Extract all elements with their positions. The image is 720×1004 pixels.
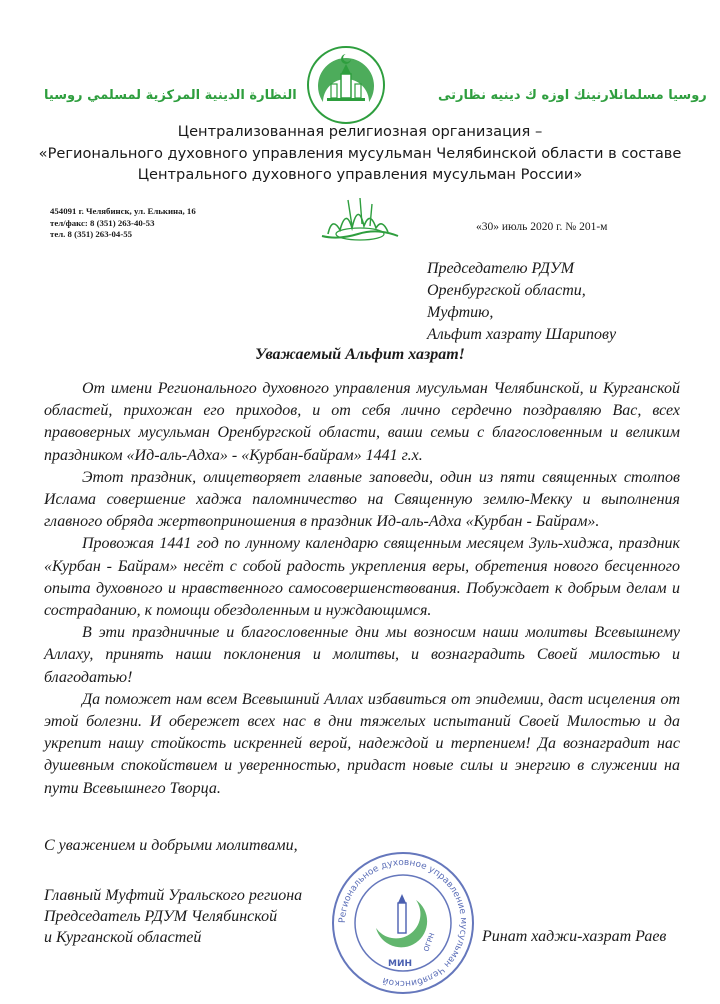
signer-title-line-1: Главный Муфтий Уральского региона (44, 887, 303, 904)
body-paragraph: Да поможет нам всем Всевышний Аллах избавиться от эпидемии, даст исцеления от этой болезни. И обережет всех нас в дни тяжелых испытаний Своей Милостью и да укрепит нашу стойкость искренней верой, надеждой и терпением! Да вознаградит нас душевным спокойствием и уверенностью, придаст новые силы и энергию в служении на пути Всевышнего Творца. (44, 690, 680, 797)
stamp-inner-text: МИН (388, 959, 413, 969)
org-title-line-1: Централизованная религиозная организация – (177, 123, 543, 140)
official-stamp-icon (328, 848, 478, 998)
phone-line: тел. 8 (351) 263-04-55 (50, 229, 133, 239)
org-title-line-2: «Регионального духовного управления мусульман Челябинской области в составе (38, 145, 682, 162)
signer-title-line-2: Председатель РДУМ Челябинской (44, 908, 278, 925)
body-paragraph: Провожая 1441 год по лунному календарю священным месяцем Зуль-хиджа, праздник «Курбан - Байрам» несёт с собой радость укрепления веры, обретения нового бесценного опыта духовного и нравственного самосовершенствования. Побуждает к добрым делам и состраданию, к помощи обездоленным и нуждающимся. (44, 535, 680, 620)
org-title-line-3: Центрального духовного управления мусульман России» (137, 166, 583, 183)
letter-body (44, 378, 680, 800)
recipient-line-1: Председателю РДУМ (427, 260, 575, 277)
stamp-ring-text: Региональное духовное управление мусульман Челябинской (337, 857, 469, 989)
recipient-line-4: Альфит хазрату Шарипову (427, 326, 617, 343)
recipient-line-3: Муфтию, (427, 304, 494, 321)
organization-logo-icon (305, 44, 387, 126)
closing-phrase: С уважением и добрыми молитвами, (44, 837, 298, 854)
signer-name: Ринат хаджи-хазрат Раев (482, 928, 667, 945)
address-block (50, 206, 196, 241)
body-paragraph: Этот праздник, олицетворяет главные заповеди, один из пяти священных столпов Ислама совершение хаджа паломничество на Священную землю-Мекку и выполнения главного обряда жертвоприношения в праздник Ид-аль-Адха «Курбан - Байрам». (44, 468, 680, 531)
letter-greeting: Уважаемый Альфит хазрат! (255, 346, 465, 363)
recipient-line-2: Оренбургской области, (427, 282, 586, 299)
arabic-header-right: روسيا مسلمانلارنينك اوزه ك دينيه نظارتى (438, 88, 707, 103)
stamp-bottom-text: ОГРН (422, 931, 437, 953)
calligraphy-tughra-icon (318, 196, 402, 244)
phone-fax-line: тел/факс: 8 (351) 263-40-53 (50, 217, 155, 228)
body-paragraph: В эти праздничные и благословенные дни мы возносим наши молитвы Всевышнему Аллаху, принять наши поклонения и молитвы, и вознаградить Своей милостью и благодатью! (44, 624, 680, 686)
signer-title-line-3: и Курганской областей (44, 929, 202, 946)
arabic-header-left: النظارة الدينية المركزية لمسلمي روسيا (44, 88, 297, 103)
address-line: 454091 г. Челябинск, ул. Елькина, 16 (50, 206, 196, 216)
date-and-number: «30» июль 2020 г. № 201-м (476, 221, 608, 233)
body-paragraph: От имени Регионального духовного управления мусульман Челябинской, и Курганской областей, прихожан его приходов, и от себя лично сердечно поздравляю Вас, всех правоверных мусульман Оренбургской области, ваши семьи с благословенным и великим праздником «Ид-аль-Адха» - «Курбан-байрам» 1441 г.х. (44, 380, 680, 464)
